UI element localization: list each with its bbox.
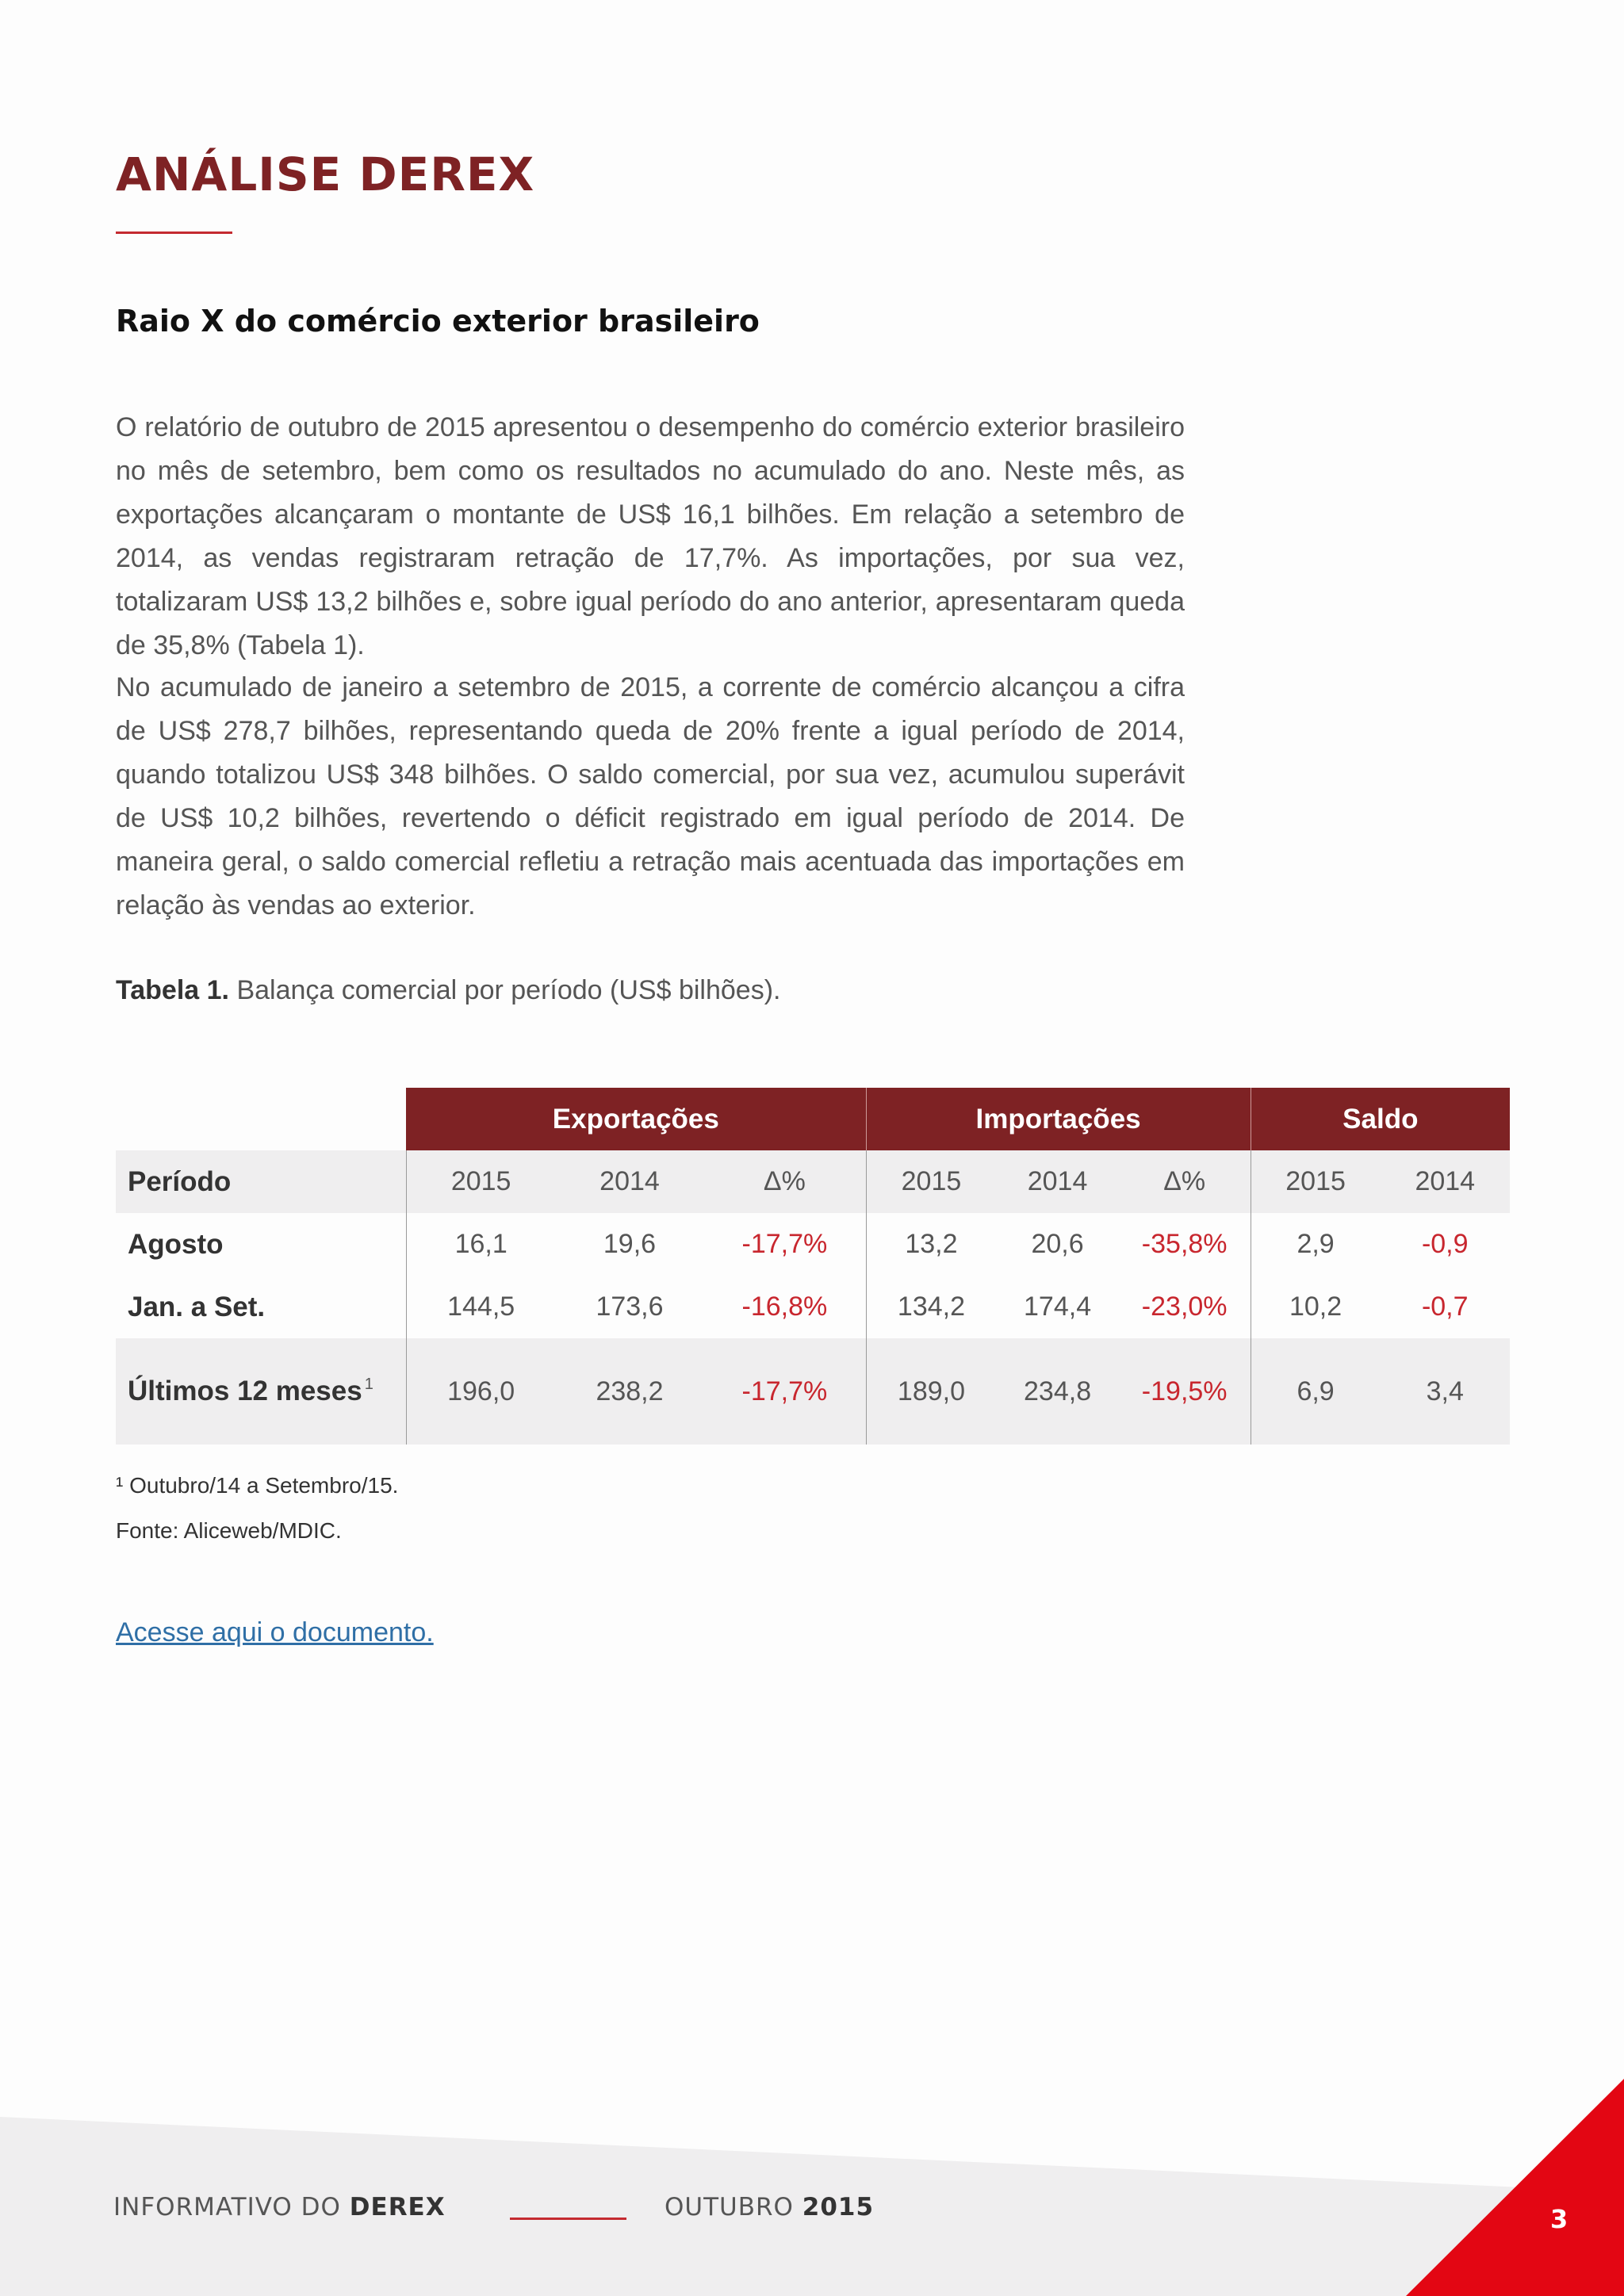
period-header: Período <box>116 1150 406 1213</box>
page-title: ANÁLISE DEREX <box>116 147 535 201</box>
subheader-cell: 2015 <box>1251 1150 1380 1213</box>
group-header-row <box>116 1088 1510 1150</box>
table-cell: 2,9 <box>1251 1213 1380 1276</box>
table-cell: 3,4 <box>1381 1338 1510 1445</box>
footer-date <box>665 2193 874 2221</box>
table-cell: -0,9 <box>1421 1229 1469 1259</box>
subheader-cell: 2014 <box>1381 1150 1510 1213</box>
footer-publication-prefix: INFORMATIVO DO <box>113 2193 350 2221</box>
footer-divider <box>510 2218 626 2220</box>
footer-year: 2015 <box>802 2193 875 2221</box>
table-cell: -23,0% <box>1141 1292 1228 1322</box>
paragraph-2: No acumulado de janeiro a setembro de 2015, a corrente de comércio alcançou a cifra de US$ 278,7 bilhões, representando queda de 20% frente a igual período de 2014, quando totalizou US$ 348 bilhões. O saldo comercial, por sua vez, acumulou superávit de US$ 10,2 bilhões, revertendo o déficit registrado em igual período de 2014. De maneira geral, o saldo comercial refletiu a retração mais acentuada das importações em relação às vendas ao exterior. <box>116 672 1185 920</box>
table-cell: -17,7% <box>703 1338 866 1445</box>
table-cell: 10,2 <box>1251 1276 1380 1338</box>
header-blank <box>116 1088 406 1150</box>
table-cell: -0,7 <box>1421 1292 1469 1322</box>
footer-publication-name: DEREX <box>349 2193 446 2221</box>
table-cell: 134,2 <box>866 1276 996 1338</box>
table-row <box>116 1276 1510 1338</box>
row-label <box>116 1276 406 1338</box>
trade-balance-table <box>116 1088 1510 1445</box>
table-cell: -17,7% <box>741 1229 828 1259</box>
table-caption-label: Tabela 1. <box>116 975 229 1005</box>
group-saldo: Saldo <box>1251 1088 1510 1150</box>
table-cell: 19,6 <box>603 1229 657 1259</box>
subheader-cell: 2014 <box>556 1150 704 1213</box>
footnote-marker: 1 <box>364 1376 373 1393</box>
table-cell: 144,5 <box>406 1276 556 1338</box>
title-underline <box>116 232 232 234</box>
table-cell: -16,8% <box>741 1292 828 1322</box>
footer-publication <box>113 2193 446 2221</box>
paragraph-1: O relatório de outubro de 2015 apresentou o desempenho do comércio exterior brasileiro no mês de setembro, bem como os resultados no acumulado do ano. Neste mês, as exportações alcançaram o montante de US$ 16,1 bilhões. Em relação a setembro de 2014, as vendas registraram retração de 17,7%. As importações, por sua vez, totalizaram US$ 13,2 bilhões e, sobre igual período do ano anterior, apresentaram queda de 35,8% (Tabela 1). <box>116 412 1185 660</box>
table-cell: 196,0 <box>406 1338 556 1445</box>
table-cell: 20,6 <box>1031 1229 1084 1259</box>
row-label <box>116 1338 406 1445</box>
section-heading: Raio X do comércio exterior brasileiro <box>116 304 760 339</box>
table-caption-text: Balança comercial por período (US$ bilhões). <box>229 975 781 1005</box>
table-source: Fonte: Aliceweb/MDIC. <box>116 1518 342 1543</box>
group-importacoes: Importações <box>866 1088 1251 1150</box>
table-cell: 16,1 <box>406 1213 556 1276</box>
subheader-cell: 2015 <box>406 1150 556 1213</box>
table-cell: 238,2 <box>556 1338 704 1445</box>
row-label-text: Agosto <box>128 1228 224 1260</box>
footer-band <box>0 2061 1624 2296</box>
page-number: 3 <box>1550 2204 1568 2234</box>
table-cell: 6,9 <box>1251 1338 1380 1445</box>
document-link[interactable]: Acesse aqui o documento. <box>116 1617 434 1647</box>
row-label-text: Jan. a Set. <box>128 1291 266 1322</box>
subheader-cell: 2014 <box>996 1150 1118 1213</box>
subheader-cell: Δ% <box>1119 1150 1251 1213</box>
row-label-text: Últimos 12 meses <box>128 1376 362 1406</box>
table-cell: -35,8% <box>1141 1229 1228 1259</box>
table-cell: 189,0 <box>866 1338 996 1445</box>
table-caption <box>116 975 780 1006</box>
row-label <box>116 1213 406 1276</box>
table-row <box>116 1338 1510 1445</box>
table-footnote: ¹ Outubro/14 a Setembro/15. <box>116 1473 399 1498</box>
footer-month: OUTUBRO <box>665 2193 802 2221</box>
table-cell: 13,2 <box>866 1213 996 1276</box>
group-exportacoes: Exportações <box>406 1088 866 1150</box>
table-cell: -19,5% <box>1119 1338 1251 1445</box>
subheader-cell: Δ% <box>703 1150 866 1213</box>
table-cell: 173,6 <box>596 1292 664 1322</box>
subheader-row <box>116 1150 1510 1213</box>
subheader-cell: 2015 <box>866 1150 996 1213</box>
table-cell: 174,4 <box>1024 1292 1092 1322</box>
table-row <box>116 1213 1510 1276</box>
table-cell: 234,8 <box>996 1338 1118 1445</box>
